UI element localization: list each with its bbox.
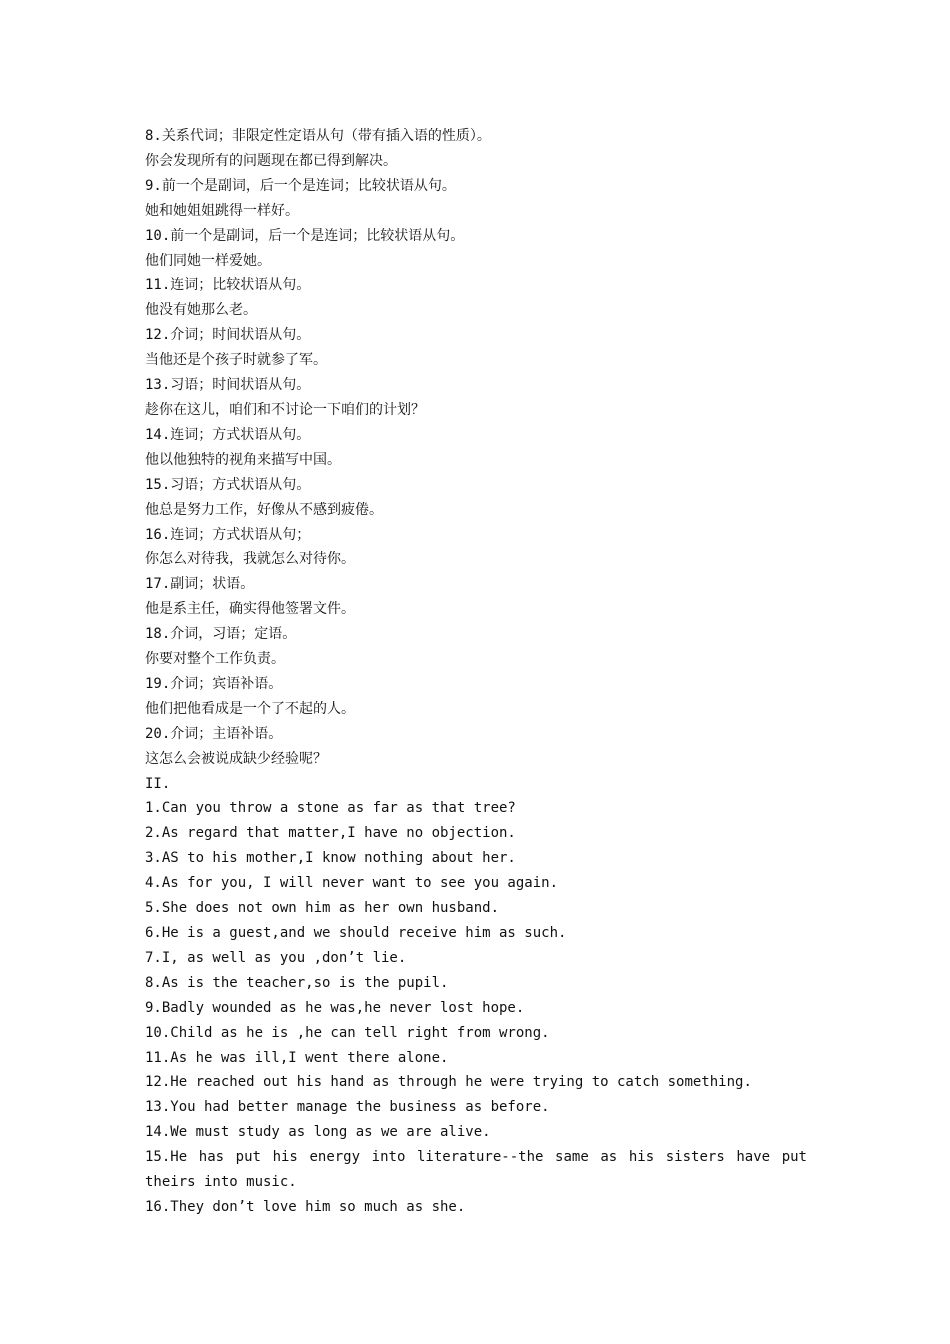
text-line: 你会发现所有的问题现在都已得到解决。 [145,152,397,169]
text-line: 9.Badly wounded as he was,he never lost hope. [145,999,525,1016]
text-line: 他们把他看成是一个了不起的人。 [145,700,355,717]
text-line: 5.She does not own him as her own husband. [145,900,500,917]
text-line: 12.介词；时间状语从句。 [145,327,311,344]
text-line: 4.As for you, I will never want to see you again. [145,875,559,892]
text-line: 他以他独特的视角来描写中国。 [145,451,341,468]
text-line: 2.As regard that matter,I have no objection. [145,825,516,842]
text-line: 3.AS to his mother,I know nothing about her. [145,850,516,867]
text-line: 他是系主任，确实得他签署文件。 [145,601,355,618]
text-line: 8.关系代词；非限定性定语从句（带有插入语的性质）。 [145,128,491,144]
text-line: 他们同她一样爱她。 [145,252,271,269]
text-line: 9.前一个是副词，后一个是连词；比较状语从句。 [145,177,456,194]
text-line: 1.Can you throw a stone as far as that tree? [145,800,516,817]
text-line: 18.介词，习语；定语。 [145,626,297,643]
text-line: 11.As he was ill,I went there alone. [145,1049,449,1066]
text-line: 10.Child as he is ,he can tell right from wrong. [145,1024,550,1041]
text-line: 19.介词；宾语补语。 [145,675,283,692]
text-line: 15.He has put his energy into literature--the same as his sisters have put theirs into music. [145,1149,816,1191]
text-line: 14.连词；方式状语从句。 [145,426,311,443]
text-line: 13.习语；时间状语从句。 [145,377,311,394]
text-line: 15.习语；方式状语从句。 [145,476,311,493]
text-line: 11.连词；比较状语从句。 [145,277,311,294]
text-line: 12.He reached out his hand as through he were trying to catch something. [145,1074,752,1091]
text-line: 13.You had better manage the business as before. [145,1099,550,1116]
document-body [145,124,816,1220]
text-line: 这怎么会被说成缺少经验呢？ [145,750,327,767]
text-line: 20.介词；主语补语。 [145,725,283,742]
text-line: 你怎么对待我，我就怎么对待你。 [145,551,355,568]
text-line: 6.He is a guest,and we should receive him as such. [145,925,567,941]
text-line: 他没有她那么老。 [145,302,257,319]
text-line: 16.连词；方式状语从句； [145,526,311,543]
text-line: 你要对整个工作负责。 [145,651,285,668]
text-line: 8.As is the teacher,so is the pupil. [145,974,449,991]
text-line: 16.They don’t love him so much as she. [145,1198,466,1215]
text-line: 17.副词；状语。 [145,576,255,593]
text-line: 他总是努力工作，好像从不感到疲倦。 [145,501,383,518]
section-heading: II. [145,775,171,792]
text-line: 10.前一个是副词，后一个是连词；比较状语从句。 [145,227,465,244]
text-line: 7.I, as well as you ,don’t lie. [145,949,407,966]
text-line: 趁你在这儿，咱们和不讨论一下咱们的计划？ [145,401,425,418]
text-line: 当他还是个孩子时就参了军。 [145,352,327,369]
text-line: 14.We must study as long as we are alive. [145,1124,491,1141]
text-line: 她和她姐姐跳得一样好。 [145,202,299,219]
